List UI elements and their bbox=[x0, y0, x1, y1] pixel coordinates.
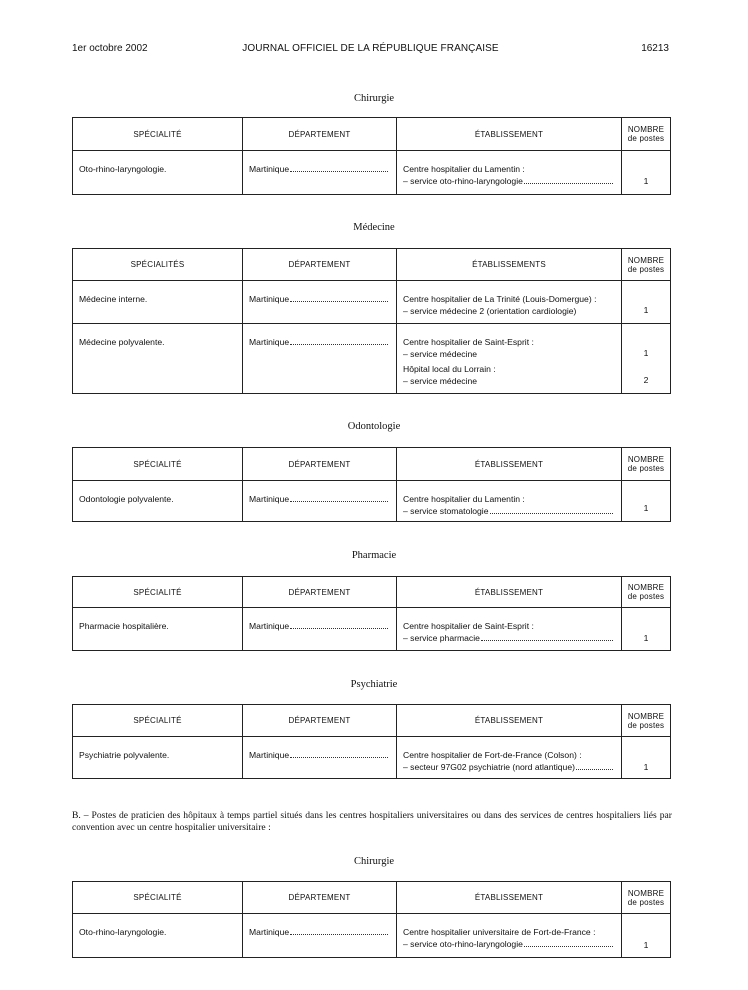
cell-etablissement: Centre hospitalier universitaire de Fort-de-France : – service oto-rhino-laryngologie bbox=[397, 914, 622, 958]
section-title-chirurgie-b: Chirurgie bbox=[353, 856, 395, 867]
col-header-etablissement: ÉTABLISSEMENT bbox=[397, 448, 622, 481]
col-header-specialite: SPÉCIALITÉ bbox=[73, 705, 243, 737]
cell-specialite: Pharmacie hospitalière. bbox=[73, 608, 243, 651]
cell-nombre: 1 bbox=[622, 914, 671, 958]
col-header-nombre: NOMBRE de postes bbox=[622, 705, 671, 737]
col-header-nombre: NOMBRE de postes bbox=[622, 577, 671, 608]
cell-specialite: Odontologie polyvalente. bbox=[73, 481, 243, 522]
col-header-departement: DÉPARTEMENT bbox=[243, 577, 397, 608]
col-header-specialite: SPÉCIALITÉ bbox=[73, 118, 243, 151]
section-title-medecine: Médecine bbox=[353, 222, 395, 233]
cell-specialite: Médecine polyvalente. bbox=[73, 324, 243, 394]
col-header-nombre: NOMBRE de postes bbox=[622, 249, 671, 281]
page-header bbox=[72, 43, 669, 57]
col-header-etablissements: ÉTABLISSEMENTS bbox=[397, 249, 622, 281]
table-chirurgie-b bbox=[72, 881, 671, 958]
cell-etablissement: Centre hospitalier du Lamentin : – service oto-rhino-laryngologie bbox=[397, 151, 622, 195]
table-odontologie bbox=[72, 447, 671, 522]
cell-specialite: Psychiatrie polyvalente. bbox=[73, 737, 243, 779]
section-title-pharmacie: Pharmacie bbox=[351, 550, 397, 561]
col-header-departement: DÉPARTEMENT bbox=[243, 882, 397, 914]
table-medecine bbox=[72, 248, 671, 394]
table-header-row bbox=[73, 448, 671, 481]
cell-etablissement: Centre hospitalier du Lamentin : – service stomatologie bbox=[397, 481, 622, 522]
header-page-number: 16213 bbox=[641, 43, 669, 54]
cell-nombre: 1 bbox=[622, 281, 671, 324]
col-header-departement: DÉPARTEMENT bbox=[243, 705, 397, 737]
section-title-chirurgie: Chirurgie bbox=[353, 93, 395, 104]
cell-departement: Martinique bbox=[243, 281, 397, 324]
section-title-odontologie: Odontologie bbox=[347, 421, 401, 432]
table-row bbox=[73, 608, 671, 651]
col-header-departement: DÉPARTEMENT bbox=[243, 249, 397, 281]
table-row bbox=[73, 737, 671, 779]
cell-departement: Martinique bbox=[243, 481, 397, 522]
col-header-specialite: SPÉCIALITÉ bbox=[73, 577, 243, 608]
cell-nombre: 1 bbox=[622, 481, 671, 522]
cell-departement: Martinique bbox=[243, 737, 397, 779]
table-row bbox=[73, 151, 671, 195]
cell-nombre: 1 bbox=[622, 737, 671, 779]
cell-nombre: 1 bbox=[622, 151, 671, 195]
table-header-row bbox=[73, 882, 671, 914]
cell-etablissement: Centre hospitalier de Saint-Esprit : – service pharmacie bbox=[397, 608, 622, 651]
section-title-psychiatrie: Psychiatrie bbox=[350, 679, 398, 690]
col-header-etablissement: ÉTABLISSEMENT bbox=[397, 882, 622, 914]
cell-specialite: Oto-rhino-laryngologie. bbox=[73, 151, 243, 195]
header-journal-title: JOURNAL OFFICIEL DE LA RÉPUBLIQUE FRANÇAISE bbox=[242, 43, 499, 54]
col-header-nombre: NOMBRE de postes bbox=[622, 448, 671, 481]
table-header-row bbox=[73, 577, 671, 608]
col-header-etablissement: ÉTABLISSEMENT bbox=[397, 705, 622, 737]
col-header-etablissement: ÉTABLISSEMENT bbox=[397, 118, 622, 151]
col-header-etablissement: ÉTABLISSEMENT bbox=[397, 577, 622, 608]
cell-etablissement: Centre hospitalier de Saint-Esprit : – service médecine Hôpital local du Lorrain : – service médecine bbox=[397, 324, 622, 394]
col-header-specialite: SPÉCIALITÉ bbox=[73, 448, 243, 481]
cell-nombre: 1 2 bbox=[622, 324, 671, 394]
cell-etablissement: Centre hospitalier de La Trinité (Louis-Domergue) : – service médecine 2 (orientation cardiologie) bbox=[397, 281, 622, 324]
table-psychiatrie bbox=[72, 704, 671, 779]
table-row bbox=[73, 914, 671, 958]
table-chirurgie bbox=[72, 117, 671, 195]
table-header-row bbox=[73, 249, 671, 281]
table-row bbox=[73, 481, 671, 522]
cell-specialite: Oto-rhino-laryngologie. bbox=[73, 914, 243, 958]
header-date: 1er octobre 2002 bbox=[72, 43, 148, 54]
paragraph-b: B. – Postes de praticien des hôpitaux à temps partiel situés dans les centres hospitaliers universitaires ou dans des services de centres hospitaliers liés par convention avec un centre hospitalier universitaire : bbox=[72, 810, 672, 833]
cell-nombre: 1 bbox=[622, 608, 671, 651]
cell-specialite: Médecine interne. bbox=[73, 281, 243, 324]
cell-departement: Martinique bbox=[243, 151, 397, 195]
col-header-nombre: NOMBRE de postes bbox=[622, 882, 671, 914]
cell-departement: Martinique bbox=[243, 324, 397, 394]
table-header-row bbox=[73, 705, 671, 737]
col-header-specialites: SPÉCIALITÉS bbox=[73, 249, 243, 281]
col-header-nombre: NOMBRE de postes bbox=[622, 118, 671, 151]
table-row bbox=[73, 324, 671, 394]
table-row bbox=[73, 281, 671, 324]
col-header-departement: DÉPARTEMENT bbox=[243, 118, 397, 151]
col-header-departement: DÉPARTEMENT bbox=[243, 448, 397, 481]
col-header-specialite: SPÉCIALITÉ bbox=[73, 882, 243, 914]
cell-departement: Martinique bbox=[243, 914, 397, 958]
table-header-row bbox=[73, 118, 671, 151]
cell-etablissement: Centre hospitalier de Fort-de-France (Colson) : – secteur 97G02 psychiatrie (nord atlantique) bbox=[397, 737, 622, 779]
cell-departement: Martinique bbox=[243, 608, 397, 651]
table-pharmacie bbox=[72, 576, 671, 651]
